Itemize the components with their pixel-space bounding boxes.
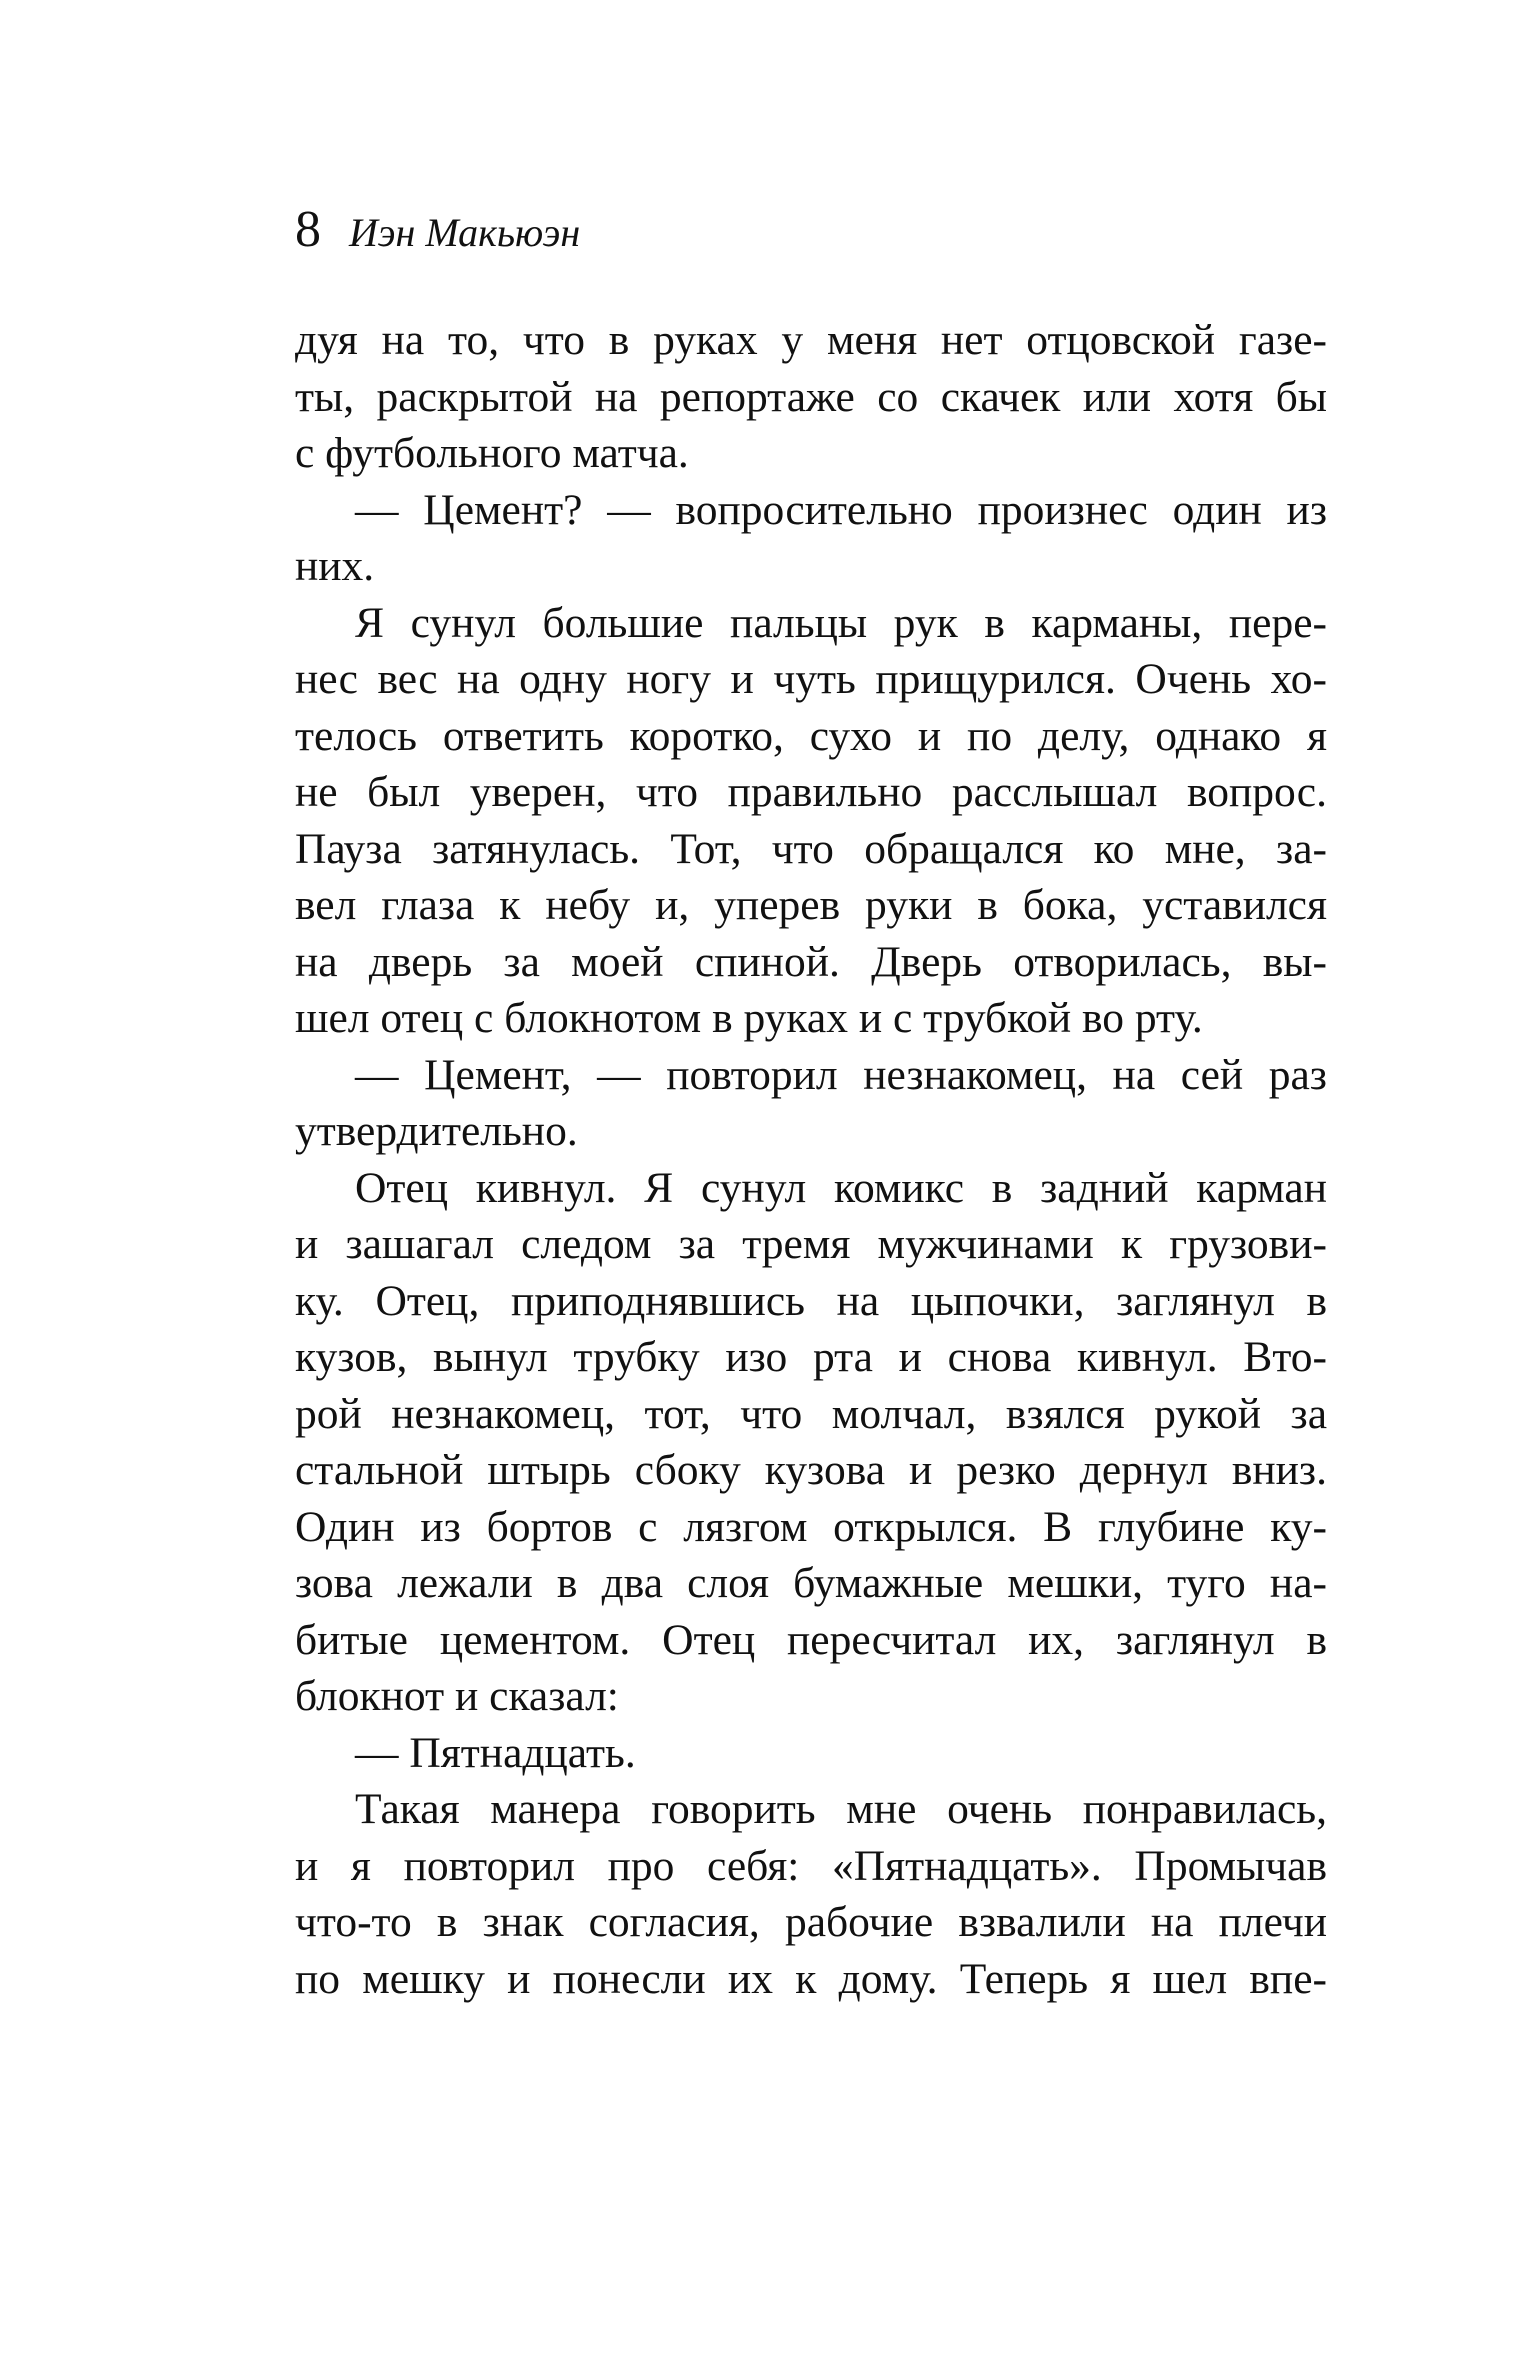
text-line: дуя на то, что в руках у меня нет отцовской газе- [295,316,1327,364]
text-line: них. [295,542,375,590]
text-line: Пауза затянулась. Тот, что обращался ко мне, за- [295,824,1327,873]
paragraph [295,1160,1327,1725]
text-line: — Цемент, — повторил незнакомец, на сей раз [355,1050,1327,1099]
text-line: зова лежали в два слоя бумажные мешки, туго на- [295,1559,1327,1607]
text-line: по мешку и понесли их к дому. Теперь я шел впе- [295,1954,1327,2003]
text-line: и я повторил про себя: «Пятнадцать». Промычав [295,1841,1327,1890]
text-line: Такая манера говорить мне очень понравилась, [355,1785,1327,1833]
paragraph [295,1725,1327,1782]
text-line: с футбольного матча. [295,429,689,477]
page-number: 8 [295,201,321,258]
text-line: рой незнакомец, тот, что молчал, взялся рукой за [295,1389,1327,1438]
text-line: — Пятнадцать. [355,1728,636,1777]
running-header [295,200,580,270]
body-text [295,312,1327,2007]
text-line: — Цемент? — вопросительно произнес один из [355,485,1327,534]
text-line: Отец кивнул. Я сунул комикс в задний карман [355,1163,1327,1212]
paragraph [295,1047,1327,1160]
text-line: ты, раскрытой на репортаже со скачек или хотя бы [295,372,1327,421]
text-line: и зашагал следом за тремя мужчинами к грузови- [295,1220,1327,1268]
paragraph [295,482,1327,595]
text-line: на дверь за моей спиной. Дверь отворилась, вы- [295,937,1327,986]
text-line: телось ответить коротко, сухо и по делу, однако я [295,711,1327,760]
text-line: утвердительно. [295,1107,578,1155]
text-line: нес вес на одну ногу и чуть прищурился. Очень хо- [295,655,1327,703]
text-line: стальной штырь сбоку кузова и резко дернул вниз. [295,1446,1327,1494]
paragraph [295,1781,1327,2007]
text-line: битые цементом. Отец пересчитал их, заглянул в [295,1615,1327,1664]
text-line: что-то в знак согласия, рабочие взвалили на плечи [295,1898,1327,1946]
text-line: ку. Отец, приподнявшись на цыпочки, заглянул в [295,1276,1327,1325]
text-line: вел глаза к небу и, уперев руки в бока, уставился [295,881,1327,929]
paragraph [295,312,1327,482]
text-line: Один из бортов с лязгом открылся. В глубине ку- [295,1502,1327,1551]
paragraph [295,595,1327,1047]
text-line: Я сунул большие пальцы рук в карманы, пере- [355,598,1327,647]
author-name: Иэн Макьюэн [349,210,581,255]
text-line: шел отец с блокнотом в руках и с трубкой во рту. [295,994,1203,1042]
text-line: не был уверен, что правильно расслышал вопрос. [295,768,1327,816]
text-line: блокнот и сказал: [295,1672,619,1720]
text-line: кузов, вынул трубку изо рта и снова кивнул. Вто- [295,1333,1327,1381]
